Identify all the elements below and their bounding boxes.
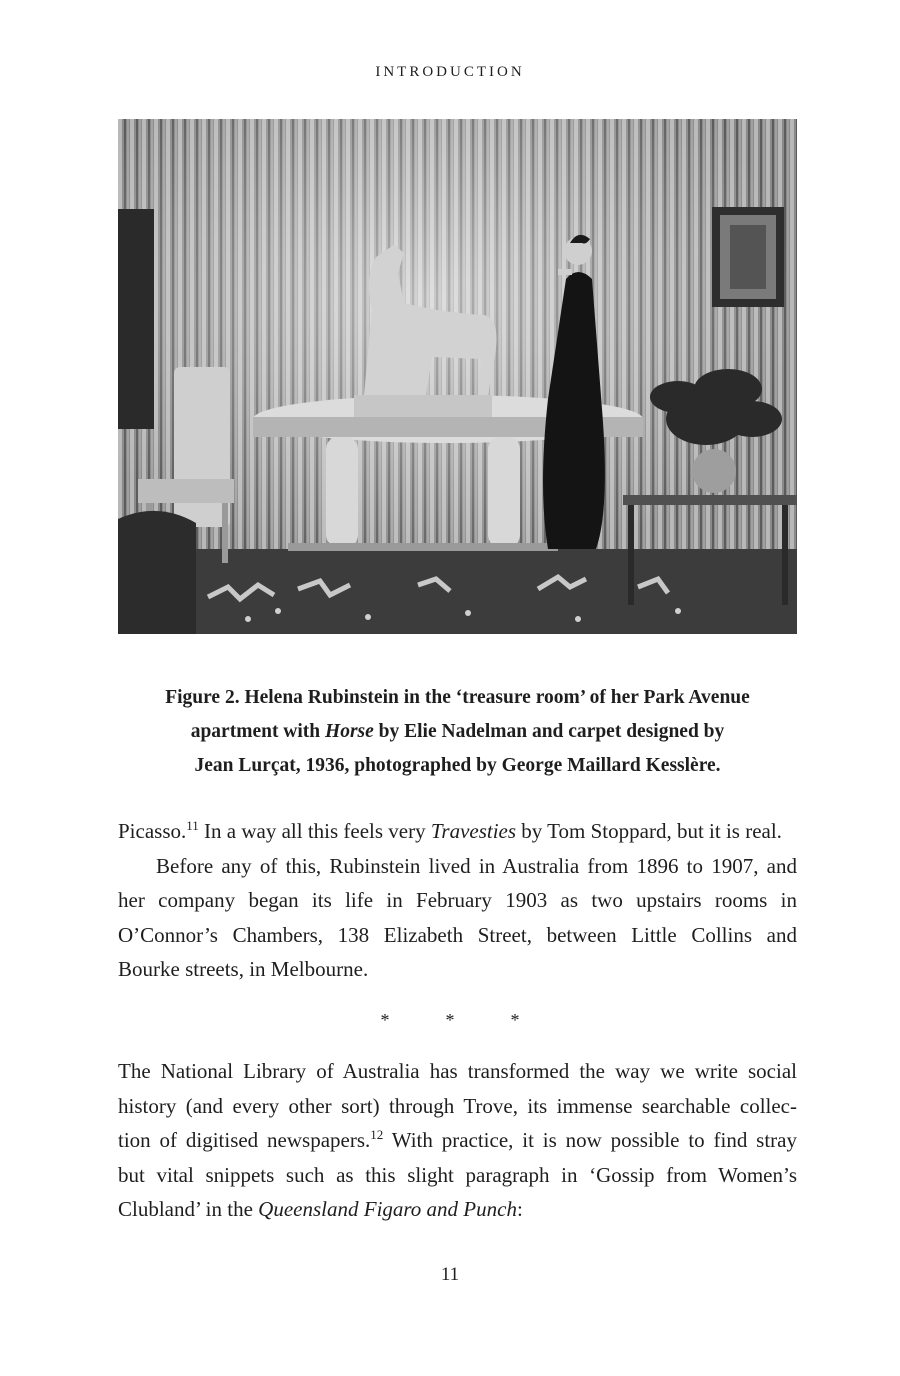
asterisk: * [380, 1010, 390, 1030]
body-paragraphs-top [118, 814, 797, 987]
caption-line: Jean Lurçat, 1936, photographed by George Maillard Kesslère. [194, 755, 721, 776]
figure-caption [118, 681, 797, 783]
paragraph-line: O’Connor’s Chambers, 138 Elizabeth Street, between Little Collins and [118, 922, 797, 947]
section-break-ornament [0, 1010, 900, 1031]
paragraph-line: history (and every other sort) through Trove, its immense searchable collec- [118, 1093, 797, 1118]
paragraph-line: her company began its life in February 1903 as two upstairs rooms in [118, 888, 797, 912]
figure-photograph [118, 119, 797, 634]
paragraph-line: Clubland’ in the Queensland Figaro and Punch: [118, 1197, 523, 1221]
paragraph-line: The National Library of Australia has transformed the way we write social [118, 1059, 797, 1083]
asterisk: * [510, 1010, 520, 1030]
endnote-marker: 12 [370, 1127, 384, 1142]
asterisk: * [445, 1010, 455, 1030]
paragraph-line: Before any of this, Rubinstein lived in Australia from 1896 to 1907, and [156, 853, 797, 878]
paragraph-line: Bourke streets, in Melbourne. [118, 957, 369, 981]
endnote-marker: 11 [186, 818, 199, 833]
running-head: INTRODUCTION [375, 64, 525, 80]
caption-line: Figure 2. Helena Rubinstein in the ‘treasure room’ of her Park Avenue [165, 687, 750, 708]
paragraph-line: Picasso.$^{11}$ In a way all this feels very Travesties by Tom Stoppard, but it is real. [118, 818, 782, 843]
page-number: 11 [440, 1264, 460, 1285]
caption-line: apartment with Horse by Elie Nadelman and carpet designed by [190, 721, 725, 742]
paragraph-line: but vital snippets such as this slight paragraph in ‘Gossip from Women’s [118, 1162, 797, 1187]
paragraph-line: tion of digitised newspapers.$^{12}$ With practice, it is now possible to find stray [118, 1127, 797, 1152]
body-paragraphs-bottom [118, 1054, 797, 1227]
